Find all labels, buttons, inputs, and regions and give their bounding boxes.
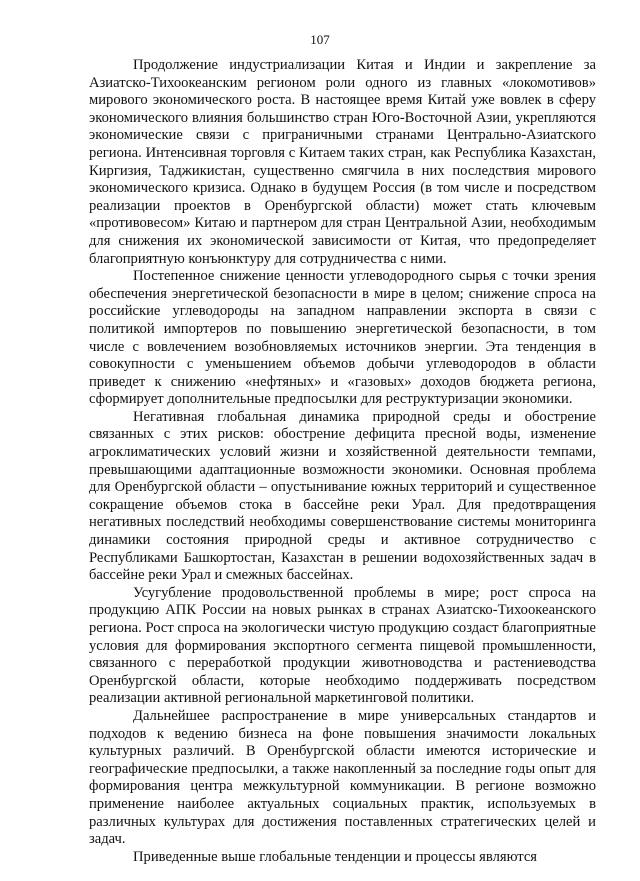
paragraph-food-problem: Усугубление продовольственной проблемы в мире; рост спроса на продукцию АПК России на новых рынках в странах Азиатско-Тихоокеанского региона. Рост спроса на экологически чистую продукцию создаст благоприятные условия для формирования экспортного сегмента пищевой промышленности, связанного с переработкой продукции животноводства и растениеводства Оренбургской области, которые необходимо поддерживать посредством реализации активной региональной маркетинговой политики. <box>89 584 596 707</box>
paragraph-environment: Негативная глобальная динамика природной среды и обострение связанных с этих рисков: обострение дефицита пресной воды, изменение агроклиматических условий жизни и хозяйственной деятельности темпами, превышающими адаптационные возможности экономики. Основная проблема для Оренбургской области – опустынивание южных территорий и существенное сокращение объемов стока в бассейне реки Урал. Для предотвращения негативных последствий необходимы совершенствование системы мониторинга динамики состояния природной среды и активное сотрудничество с Республиками Башкортостан, Казахстан в решении водохозяйственных задач в бассейне реки Урал и смежных бассейнах. <box>89 408 596 584</box>
paragraph-business-standards: Дальнейшее распространение в мире универсальных стандартов и подходов к ведению бизнеса на фоне повышения значимости локальных культурных различий. В Оренбургской области имеются исторические и географические предпосылки, а также накопленный за последние годы опыт для формирования центра межкультурной коммуникации. В регионе возможно применение наиболее актуальных социальных практик, используемых в различных культурах для достижения поставленных стратегических целей и задач. <box>89 707 596 848</box>
document-body <box>89 57 596 866</box>
paragraph-conclusion-start: Приведенные выше глобальные тенденции и процессы являются <box>133 848 538 865</box>
page-number: 107 <box>310 32 330 47</box>
paragraph-hydrocarbons: Постепенное снижение ценности углеводородного сырья с точки зрения обеспечения энергетической безопасности в мире в целом; снижение спроса на российские углеводороды на западном направлении экспорта в связи с политикой импортеров по повышению энергетической безопасности, в том числе с вовлечением возобновляемых источников энергии. Эта тенденция в совокупности с уменьшением объемов добычи углеводородов в области приведет к снижению «нефтяных» и «газовых» доходов бюджета региона, сформирует дополнительные предпосылки для реструктуризации экономики. <box>89 268 596 408</box>
paragraph-china-india: Продолжение индустриализации Китая и Индии и закрепление за Азиатско-Тихоокеанским регионом роли одного из главных «локомотивов» мирового экономического роста. В настоящее время Китай уже вовлек в сферу экономического влияния большинство стран Юго-Восточной Азии, укрепляются экономические связи с приграничными странами Центрально-Азиатского региона. Интенсивная торговля с Китаем таких стран, как Республика Казахстан, Киргизия, Таджикистан, существенно смягчила в них последствия мирового экономического кризиса. Однако в будущем Россия (в том числе и посредством реализации проектов в Оренбургской области) может стать ключевым «противовесом» Китаю и партнером для стран Центральной Азии, необходимым для снижения их экономической зависимости от Китая, что предопределяет благоприятную конъюнктуру для сотрудничества с ними. <box>89 57 596 267</box>
